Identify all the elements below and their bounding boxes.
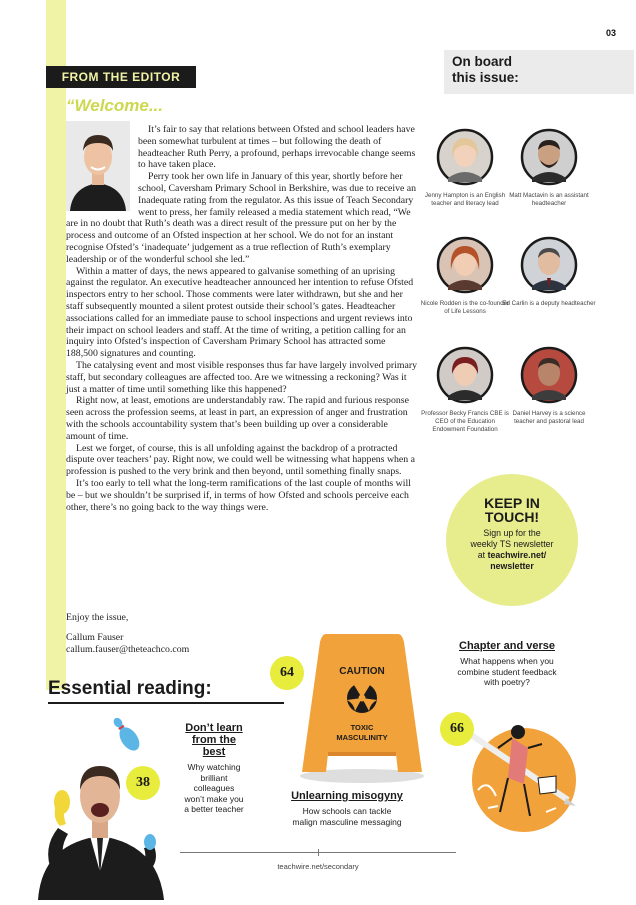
newsletter-link[interactable]: teachwire.net/: [487, 550, 547, 560]
page-badge-66[interactable]: 66: [440, 712, 474, 746]
sign-caution-text: CAUTION: [339, 666, 385, 677]
footer-url[interactable]: teachwire.net/secondary: [277, 862, 359, 871]
keep-text-line2: weekly TS newsletter: [470, 539, 554, 549]
keep-text-line3: at: [477, 550, 486, 560]
paragraph: Within a matter of days, the news appeared to galvanise something of an uprising against the regulator. An executive headteacher announced her intention to refuse Ofsted inspectors entry to her school. Those comments were later withdrawn, but she and her staff subsequently mounted a silent protest outside their school’s gates. Headteacher associations called for an immediate pause to school inspections and urgent reviews into their impact on school leaders and staff. At the time of writing, a petition calling for an inquiry into Ofsted’s inspection of Caversham Primary School has attracted some 188,500 signatures and counting.: [66, 265, 414, 360]
paragraph: Perry took her own life in January of this year, shortly before her school, Caversham Primary School in Berkshire, was due to receive an Inadequate rating from the regulator. As this issue of Teach Secondary went to press, her family released a media statement which read, “We are in no doubt that Ruth’s death was a direct result of the pressure put on her by the process and outcome of an Ofsted inspection at her school. We do not for an instant recognise Ofsted’s ‘inadequate’ judgement as a true reflection of Ruth’s exemplary leadership or of the wonderful school she led.”: [66, 171, 417, 265]
newsletter-link-end[interactable]: newsletter: [490, 561, 534, 571]
avatar: [436, 236, 494, 294]
paragraph: Right now, at least, emotions are understandably raw. The rapid and furious response seen across the profession seems, at least in part, an expression of anger and frustration with the schools accountability system that’s been building up over a considerable amount of time.: [66, 395, 409, 442]
contributor-ed: [502, 236, 596, 308]
desc-line: What happens when you: [460, 656, 554, 666]
contributor-becky: [418, 346, 512, 434]
contributor-caption: Ed Carlin is a deputy headteacher: [502, 300, 596, 307]
contributor-matt: [502, 128, 596, 208]
caution-sign-illustration: [300, 634, 424, 789]
article-title-line1: Don’t learn: [185, 722, 243, 734]
article-description: [268, 806, 426, 827]
avatar: [436, 128, 494, 186]
article-unlearning-misogyny[interactable]: [268, 790, 426, 827]
contributor-caption: Jenny Hampton is an English teacher and literacy lead: [424, 192, 506, 207]
keep-in-touch-title: [446, 496, 578, 524]
article-title: Chapter and verse: [459, 640, 555, 652]
article-description: [172, 762, 256, 815]
sign-masculinity-text: MASCULINITY: [336, 733, 388, 742]
contributor-caption: Matt Mactavin is an assistant headteacher: [509, 192, 589, 207]
article-title: Unlearning misogyny: [291, 790, 403, 802]
keep-in-touch-badge[interactable]: [446, 474, 578, 606]
contributor-jenny: [418, 128, 512, 208]
article-title: [172, 722, 256, 758]
desc-line: colleagues: [193, 783, 235, 793]
avatar: [436, 346, 494, 404]
desc-line: combine student feedback: [457, 666, 557, 677]
keep-in-touch-text: [446, 528, 578, 572]
keep-title-line2: TOUCH!: [484, 509, 540, 525]
avatar: [520, 128, 578, 186]
section-tag: FROM THE EDITOR: [46, 66, 196, 88]
essential-reading-rule: [48, 702, 284, 704]
signoff-enjoy: Enjoy the issue,: [66, 612, 129, 623]
paragraph: Lest we forget, of course, this is all unfolding against the backdrop of a protracted dispute over teachers’ pay. Right now, we could well be witnessing what happens when a profession is pushed to the very brink and then beyond, until something finally snaps.: [66, 442, 415, 478]
contributor-caption: Nicole Rodden is the co-founder of Life Lessons: [420, 300, 510, 315]
desc-line: with poetry?: [484, 677, 530, 687]
desc-line: Why watching: [187, 762, 241, 772]
onboard-title: [452, 54, 519, 86]
article-dont-learn[interactable]: [172, 722, 256, 815]
paragraph: It’s fair to say that relations between Ofsted and school leaders have been somewhat turbulent at times – but following the death of headteacher Ruth Perry, a profound, perhaps irrevocable change seems to have taken place.: [138, 124, 416, 171]
paragraph: The catalysing event and most visible responses thus far have largely involved primary staff, but secondary colleagues are affected too. Are we witnessing a reckoning? Was it just a matter of time until something like this happened?: [66, 359, 417, 395]
sidebar-strip: [46, 0, 66, 690]
page-badge-64[interactable]: 64: [270, 656, 304, 690]
keep-title-line1: KEEP IN: [484, 495, 540, 511]
desc-line: a better teacher: [184, 804, 244, 814]
desc-line: won’t make you: [184, 793, 244, 804]
article-description: [442, 656, 572, 688]
essential-reading-heading: Essential reading:: [48, 678, 212, 699]
page-badge-38[interactable]: 38: [126, 766, 160, 800]
article-title-line2: from the: [192, 734, 236, 746]
contributor-caption: Daniel Harvey is a science teacher and pastoral lead: [512, 410, 586, 425]
desc-line: How schools can tackle: [302, 806, 392, 816]
editor-name: Callum Fauser: [66, 631, 124, 643]
editorial-body: [66, 124, 418, 513]
onboard-title-line2: this issue:: [452, 70, 519, 85]
page-number: 03: [605, 28, 616, 38]
avatar: [520, 346, 578, 404]
contributor-caption: Professor Becky Francis CBE is CEO of the Education Endowment Foundation: [421, 410, 509, 433]
avatar: [520, 236, 578, 294]
desc-line: malign masculine messaging: [292, 816, 402, 827]
welcome-heading: “Welcome...: [66, 96, 163, 115]
article-chapter-and-verse[interactable]: [442, 640, 572, 688]
footer-tick: [318, 849, 319, 856]
editor-email[interactable]: callum.fauser@theteachco.com: [66, 643, 190, 655]
desc-line: brilliant: [200, 772, 228, 783]
paragraph: It’s too early to tell what the long-term ramifications of the last couple of months will be – but we shouldn’t be surprised if, in terms of how Ofsted and schools perceive each other, there’s no going back to the way things were.: [66, 477, 411, 513]
onboard-title-line1: On board: [452, 54, 512, 69]
sign-toxic-text: TOXIC: [350, 723, 374, 732]
keep-text-line1: Sign up for the: [483, 528, 541, 538]
article-title-line3: best: [202, 746, 226, 758]
contributor-daniel: [502, 346, 596, 426]
contributor-nicole: [418, 236, 512, 316]
